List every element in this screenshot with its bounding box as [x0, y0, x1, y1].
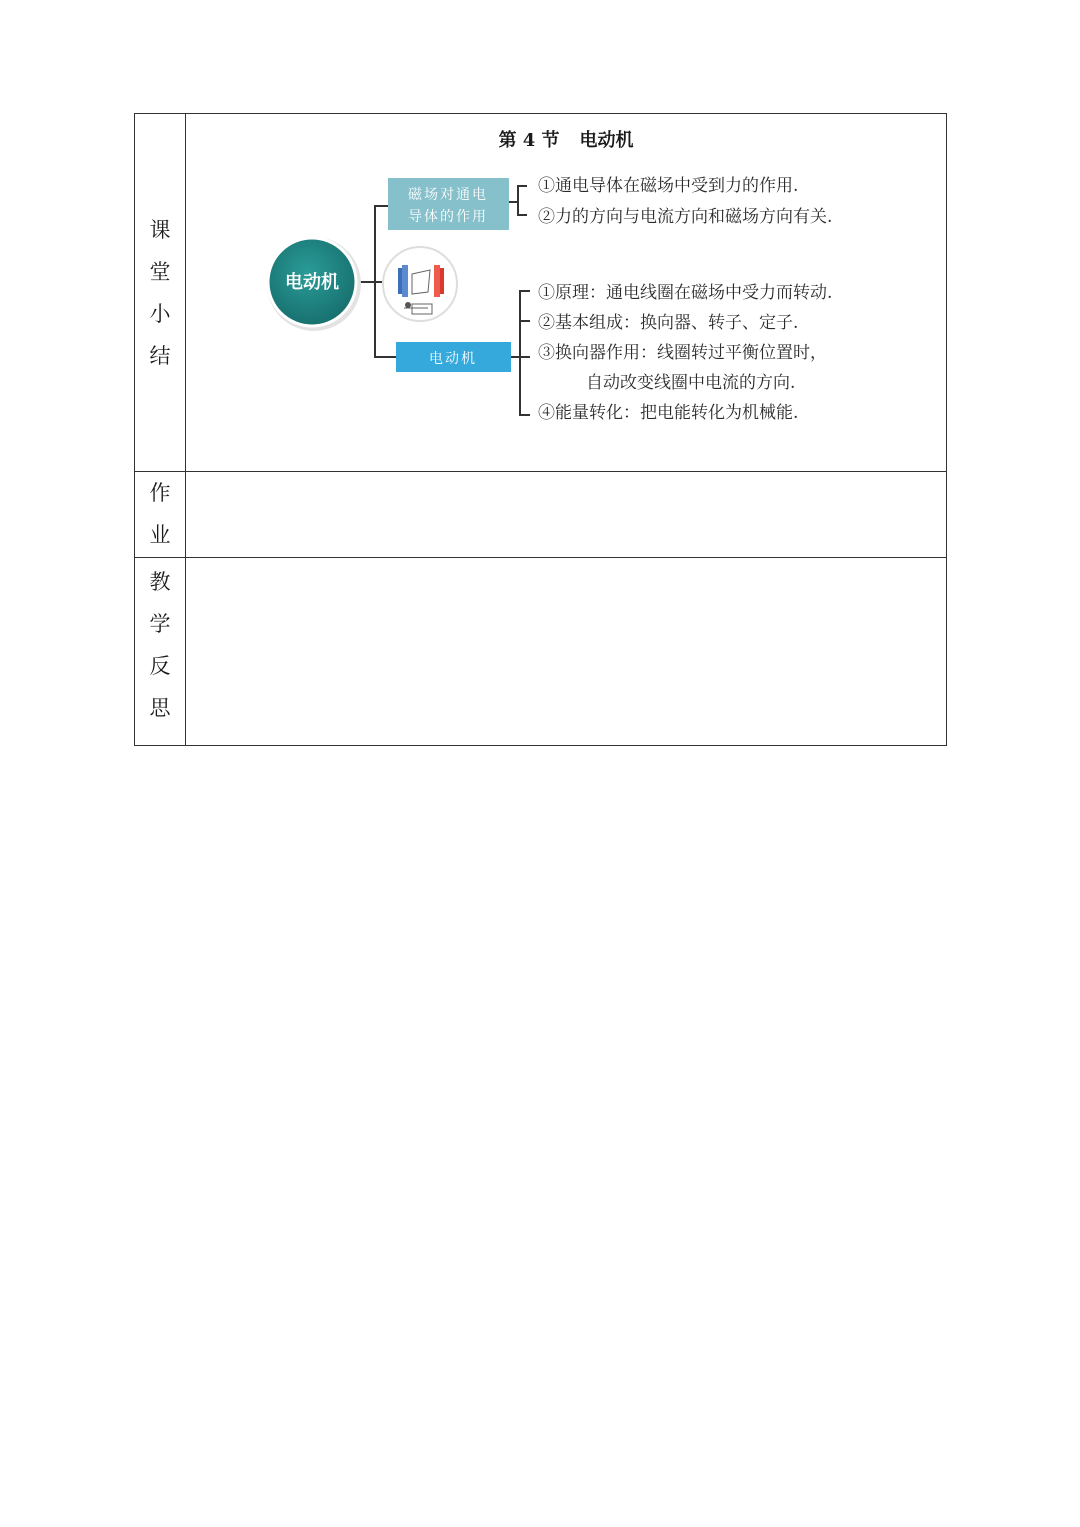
- homework-row: [135, 472, 946, 558]
- branch-box-line: 导体的作用: [408, 209, 488, 225]
- summary-row: [135, 114, 946, 472]
- reflection-row: [135, 558, 946, 745]
- label-char: 结: [149, 343, 171, 368]
- label-char: 教: [149, 570, 171, 594]
- center-node: [267, 237, 361, 331]
- branch2-item: ③换向器作用：线圈转过平衡位置时，: [538, 343, 827, 363]
- label-char: 小: [149, 301, 171, 326]
- reflection-content[interactable]: [186, 558, 946, 745]
- label-char: 思: [149, 696, 171, 720]
- branch2-item: ④能量转化：把电能转化为机械能.: [538, 403, 799, 423]
- label-char: 作: [149, 481, 171, 505]
- label-char: 课: [149, 217, 171, 242]
- mind-map: [186, 114, 946, 471]
- summary-content: [186, 114, 946, 471]
- label-char: 学: [149, 612, 171, 636]
- motor-illustration: [383, 247, 457, 321]
- label-char: 反: [149, 654, 171, 678]
- branch2-item: ②基本组成：换向器、转子、定子.: [538, 313, 799, 333]
- branch-box-line: 磁场对通电: [408, 187, 488, 203]
- label-char: 业: [149, 523, 171, 547]
- homework-content[interactable]: [186, 472, 946, 557]
- reflection-label: [135, 558, 186, 745]
- branch1-item: ②力的方向与电流方向和磁场方向有关.: [538, 207, 833, 227]
- branch-box-magnetic-force: [388, 178, 509, 230]
- section-name: 电动机: [579, 130, 634, 151]
- branch-box-motor: [396, 342, 511, 372]
- center-node-label: 电动机: [285, 272, 339, 293]
- branch-box-label: 电动机: [429, 351, 477, 367]
- section-number: 第 4 节: [498, 130, 560, 151]
- lesson-table: [134, 113, 947, 746]
- label-char: 堂: [149, 259, 171, 284]
- summary-label: [135, 114, 186, 471]
- branch1-item: ①通电导体在磁场中受到力的作用.: [538, 176, 799, 196]
- branch2-item: 自动改变线圈中电流的方向.: [586, 373, 796, 393]
- homework-label: [135, 472, 186, 557]
- branch2-item: ①原理：通电线圈在磁场中受力而转动.: [538, 283, 833, 303]
